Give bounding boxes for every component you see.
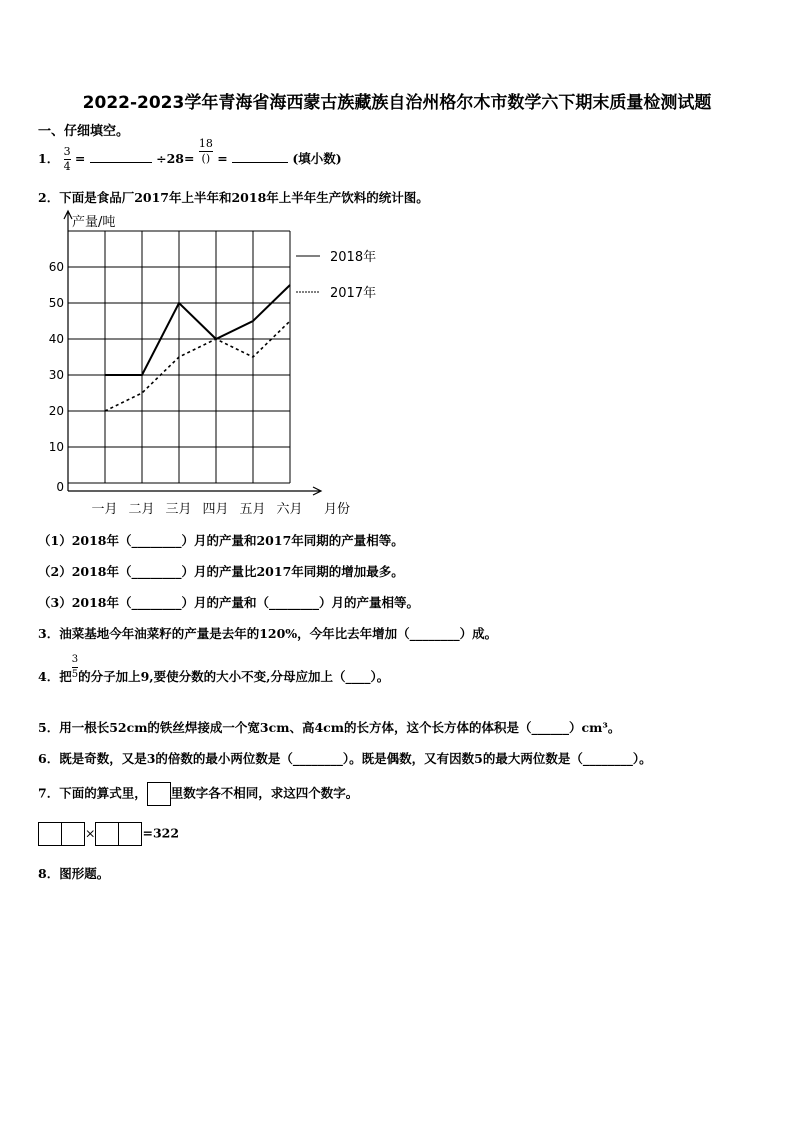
question-1: 1． $\frac{3}{4}$ = ÷28= $\frac{18}{()}$ = (填小数) <box>38 137 342 173</box>
y-tick-label: 30 <box>48 368 64 382</box>
answer-blank[interactable] <box>90 150 152 163</box>
question-2-sub-1: （1）2018年（________）月的产量和2017年同期的产量相等。 <box>38 533 404 548</box>
section-heading: 一、仔细填空。 <box>38 124 130 139</box>
two-digit-boxes-left <box>38 822 85 846</box>
fraction-3-5: $\frac{3}{5}$ <box>71 654 79 680</box>
y-tick-label: 0 <box>56 480 64 494</box>
question-8: 8．图形题。 <box>38 866 110 881</box>
question-5: 5．用一根长52cm的铁丝焊接成一个宽3cm、高4cm的长方体，这个长方体的体积是（______）cm³。 <box>38 720 621 735</box>
x-tick-label: 一月 <box>91 502 118 517</box>
series-line-2017年 <box>105 321 290 411</box>
question-3: 3．油菜基地今年油菜籽的产量是去年的120%，今年比去年增加（________）成。 <box>38 626 498 641</box>
digit-box[interactable] <box>38 822 62 846</box>
digit-box[interactable] <box>119 822 142 846</box>
y-tick-label: 50 <box>48 296 64 310</box>
two-digit-boxes-right <box>95 822 142 846</box>
y-tick-label: 10 <box>48 440 64 454</box>
x-tick-label: 四月 <box>202 502 229 517</box>
times-sign: × <box>85 825 96 841</box>
question-7-equation <box>38 822 179 846</box>
chart-series <box>105 285 290 411</box>
y-axis-label: 产量/吨 <box>72 215 116 230</box>
question-4: 4．把 $\frac{3}{5}$ 的分子加上9,要使分数的大小不变,分母应加上（____）。 <box>38 654 390 684</box>
question-2: 2．下面是食品厂2017年上半年和2018年上半年生产饮料的统计图。 <box>38 190 429 205</box>
question-2-sub-2: （2）2018年（________）月的产量比2017年同期的增加最多。 <box>38 564 404 579</box>
legend-label: 2018年 <box>330 250 377 265</box>
production-line-chart <box>40 208 400 520</box>
x-tick-label: 六月 <box>276 502 303 517</box>
x-tick-label: 三月 <box>165 502 192 517</box>
fraction-18-blank: $\frac{18}{()}$ <box>198 137 213 165</box>
question-number: 1． <box>38 151 60 166</box>
series-line-2018年 <box>105 285 290 375</box>
chart-axes <box>64 211 321 495</box>
legend-label: 2017年 <box>330 286 377 301</box>
x-tick-label: 五月 <box>239 502 266 517</box>
chart-legend <box>296 249 376 301</box>
page-title: 2022-2023学年青海省海西蒙古族藏族自治州格尔木市数学六下期末质量检测试题 <box>82 93 712 113</box>
question-6: 6．既是奇数，又是3的倍数的最小两位数是（________）。既是偶数，又有因数5的最大两位数是（________）。 <box>38 751 652 766</box>
chart-ticks <box>49 214 350 517</box>
digit-box-sample <box>147 782 171 806</box>
x-axis-label: 月份 <box>324 502 351 517</box>
x-tick-label: 二月 <box>128 502 155 517</box>
y-tick-label: 40 <box>48 332 64 346</box>
question-7: 7．下面的算式里， 里数字各不相同，求这四个数字。 <box>38 782 358 806</box>
equation-result: =322 <box>142 825 180 841</box>
digit-box[interactable] <box>95 822 119 846</box>
y-tick-label: 20 <box>48 404 64 418</box>
fraction-3-4: $\frac{3}{4}$ <box>63 145 71 173</box>
digit-box[interactable] <box>62 822 85 846</box>
answer-blank[interactable] <box>232 150 288 163</box>
question-2-sub-3: （3）2018年（________）月的产量和（________）月的产量相等。 <box>38 595 419 610</box>
y-tick-label: 60 <box>48 260 64 274</box>
